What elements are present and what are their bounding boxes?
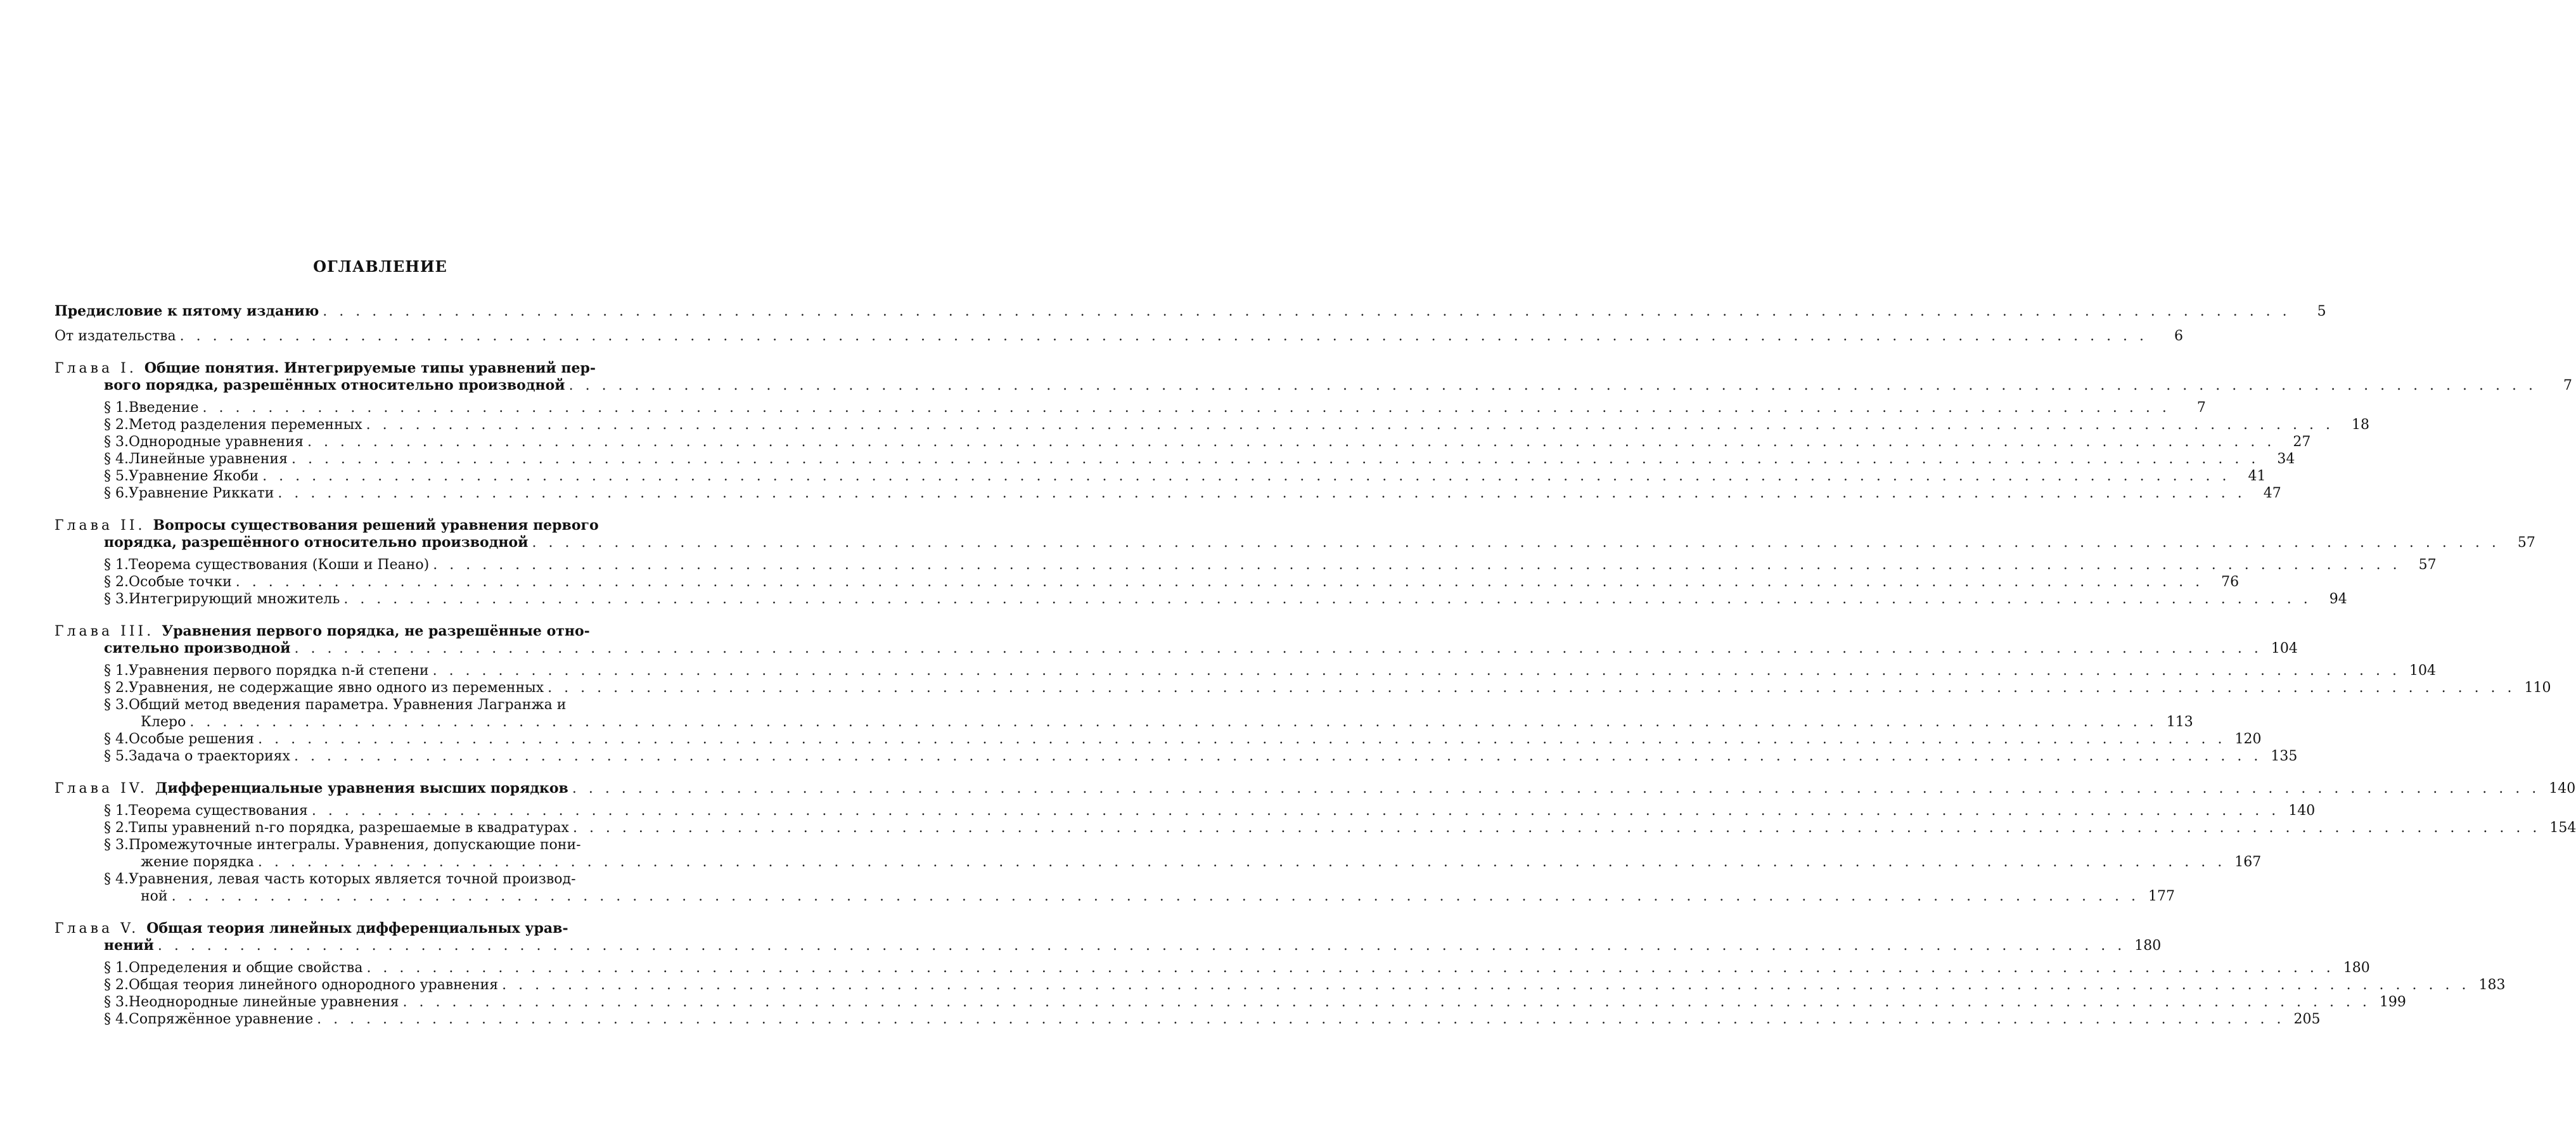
- page-number: 27: [2293, 434, 2311, 450]
- dot-leader: . . . . . . . . . . . . . . . . . . . . . . . . . . . . . . . . . . . . . . . . . . . . . . . . . . . . . . . . . . . . . . . . . . . . . . . . . . . . . . . . . . . . . . . . . . . . . . . . . . . . . . . . . . . . . . . . . . . . . . . .: [293, 748, 2262, 764]
- front-matter-entry: [54, 328, 2184, 345]
- entry-title: Линейные уравнения: [128, 451, 288, 467]
- section-entry: [104, 731, 2262, 748]
- chapter-block: [54, 780, 2576, 905]
- entry-title: Теорема существования: [128, 803, 308, 819]
- dot-leader: . . . . . . . . . . . . . . . . . . . . . . . . . . . . . . . . . . . . . . . . . . . . . . . . . . . . . . . . . . . . . . . . . . . . . . . . . . . . . . . . . . . . . . . . . . . . . . . . . . . . . . . . . . . . . . . . . . . . . . . .: [291, 451, 2260, 467]
- chapter-label: Глава IV.: [54, 781, 155, 797]
- dot-leader: . . . . . . . . . . . . . . . . . . . . . . . . . . . . . . . . . . . . . . . . . . . . . . . . . . . . . . . . . . . . . . . . . . . . . . . . . . . . . . . . . . . . . . . . . . . . . . . . . . . . . . . . . . . . . . . . . . . . . . . .: [502, 977, 2470, 993]
- dot-leader: . . . . . . . . . . . . . . . . . . . . . . . . . . . . . . . . . . . . . . . . . . . . . . . . . . . . . . . . . . . . . . . . . . . . . . . . . . . . . . . . . . . . . . . . . . . . . . . . . . . . . . . . . . . . . . . . . . . . . . . .: [572, 781, 2541, 797]
- entry-title: сительно производной: [104, 640, 291, 656]
- section-number: § 1.: [104, 803, 129, 819]
- page-number: 7: [2196, 400, 2206, 416]
- entry-title: Особые точки: [128, 574, 232, 590]
- page-number: 104: [2271, 641, 2298, 656]
- page-number: 7: [2563, 378, 2572, 394]
- dot-leader: . . . . . . . . . . . . . . . . . . . . . . . . . . . . . . . . . . . . . . . . . . . . . . . . . . . . . . . . . . . . . . . . . . . . . . . . . . . . . . . . . . . . . . . . . . . . . . . . . . . . . . . . . . . . . . . . . . . . . . . .: [366, 417, 2334, 433]
- chapter-block: [54, 517, 2535, 608]
- dot-leader: . . . . . . . . . . . . . . . . . . . . . . . . . . . . . . . . . . . . . . . . . . . . . . . . . . . . . . . . . . . . . . . . . . . . . . . . . . . . . . . . . . . . . . . . . . . . . . . . . . . . . . . . . . . . . . . . . . . . . . . .: [257, 854, 2226, 870]
- dot-leader: . . . . . . . . . . . . . . . . . . . . . . . . . . . . . . . . . . . . . . . . . . . . . . . . . . . . . . . . . . . . . . . . . . . . . . . . . . . . . . . . . . . . . . . . . . . . . . . . . . . . . . . . . . . . . . . . . . . . . . . .: [432, 663, 2400, 679]
- section-entry: [104, 959, 2370, 977]
- page-number: 167: [2234, 854, 2262, 870]
- section-number: § 2.: [104, 820, 129, 836]
- page-number: 57: [2517, 535, 2535, 551]
- section-title-part: Промежуточные интегралы. Уравнения, допускающие пони-: [128, 837, 581, 853]
- section-title-part: Общий метод введения параметра. Уравнения Лагранжа и: [128, 697, 567, 713]
- dot-leader: . . . . . . . . . . . . . . . . . . . . . . . . . . . . . . . . . . . . . . . . . . . . . . . . . . . . . . . . . . . . . . . . . . . . . . . . . . . . . . . . . . . . . . . . . . . . . . . . . . . . . . . . . . . . . . . . . . . . . . . .: [235, 574, 2204, 590]
- section-number: § 1.: [104, 960, 129, 976]
- entry-title: нений: [104, 937, 154, 954]
- dot-leader: . . . . . . . . . . . . . . . . . . . . . . . . . . . . . . . . . . . . . . . . . . . . . . . . . . . . . . . . . . . . . . . . . . . . . . . . . . . . . . . . . . . . . . . . . . . . . . . . . . . . . . . . . . . . . . . . . . . . . . . .: [258, 731, 2226, 747]
- dot-leader: . . . . . . . . . . . . . . . . . . . . . . . . . . . . . . . . . . . . . . . . . . . . . . . . . . . . . . . . . . . . . . . . . . . . . . . . . . . . . . . . . . . . . . . . . . . . . . . . . . . . . . . . . . . . . . . . . . . . . . . .: [262, 468, 2231, 484]
- chapter-title-entry: [54, 534, 2535, 551]
- entry-title: вого порядка, разрешённых относительно производной: [104, 377, 565, 394]
- section-number: § 5.: [104, 468, 129, 484]
- entry-title: Сопряжённое уравнение: [128, 1011, 314, 1027]
- dot-leader: . . . . . . . . . . . . . . . . . . . . . . . . . . . . . . . . . . . . . . . . . . . . . . . . . . . . . . . . . . . . . . . . . . . . . . . . . . . . . . . . . . . . . . . . . . . . . . . . . . . . . . . . . . . . . . . . . . . . . . . .: [323, 304, 2291, 319]
- section-entry: [104, 573, 2240, 591]
- page-number: 41: [2248, 468, 2266, 484]
- page-number: 110: [2524, 680, 2551, 696]
- chapter-heading-line: [54, 360, 701, 377]
- entry-title: Задача о траекториях: [128, 748, 290, 764]
- entry-title: Интегрирующий множитель: [128, 591, 340, 607]
- entry-title: Однородные уравнения: [128, 434, 304, 450]
- page-number: 140: [2288, 803, 2316, 819]
- section-number: § 6.: [104, 485, 129, 501]
- entry-title: порядка, разрешённого относительно производной: [104, 534, 529, 551]
- section-entry: [104, 416, 2369, 433]
- section-entry: [104, 451, 2295, 468]
- page-number: 183: [2478, 977, 2506, 993]
- page-number: 5: [2317, 304, 2326, 319]
- page-number: 18: [2351, 417, 2369, 433]
- entry-title: Введение: [128, 400, 199, 416]
- page-number: 113: [2166, 714, 2193, 730]
- entry-title: Уравнения первого порядка n-й степени: [128, 663, 429, 679]
- section-heading-line: [104, 836, 701, 854]
- entry-title: Уравнение Риккати: [128, 485, 274, 501]
- section-number: § 4.: [104, 451, 129, 467]
- page-title: ОГЛАВЛЕНИЕ: [313, 257, 447, 276]
- page-number: 205: [2293, 1011, 2321, 1027]
- section-list: [54, 959, 2506, 1028]
- section-number: § 1.: [104, 400, 129, 416]
- page-number: 180: [2134, 938, 2162, 954]
- section-number: § 3.: [104, 994, 129, 1010]
- section-entry: [104, 468, 2266, 485]
- dot-leader: . . . . . . . . . . . . . . . . . . . . . . . . . . . . . . . . . . . . . . . . . . . . . . . . . . . . . . . . . . . . . . . . . . . . . . . . . . . . . . . . . . . . . . . . . . . . . . . . . . . . . . . . . . . . . . . . . . . . . . . .: [171, 888, 2139, 904]
- entry-title: Типы уравнений n-го порядка, разрешаемые в квадратурах: [128, 820, 569, 836]
- section-number: § 5.: [104, 748, 129, 764]
- section-heading-line: [104, 871, 701, 888]
- section-title-part: Уравнения, левая часть которых является точной производ-: [128, 871, 576, 887]
- chapter-title-part: Вопросы существования решений уравнения первого: [153, 517, 599, 534]
- page-number: 94: [2329, 591, 2347, 607]
- chapter-title-part: Уравнения первого порядка, не разрешённые отно-: [162, 623, 590, 639]
- dot-leader: . . . . . . . . . . . . . . . . . . . . . . . . . . . . . . . . . . . . . . . . . . . . . . . . . . . . . . . . . . . . . . . . . . . . . . . . . . . . . . . . . . . . . . . . . . . . . . . . . . . . . . . . . . . . . . . . . . . . . . . .: [366, 960, 2335, 976]
- dot-leader: . . . . . . . . . . . . . . . . . . . . . . . . . . . . . . . . . . . . . . . . . . . . . . . . . . . . . . . . . . . . . . . . . . . . . . . . . . . . . . . . . . . . . . . . . . . . . . . . . . . . . . . . . . . . . . . . . . . . . . . .: [568, 378, 2537, 394]
- entry-title: Теорема существования (Коши и Пеано): [128, 557, 430, 573]
- chapter-heading-line: [54, 517, 701, 534]
- section-number: § 3.: [104, 591, 129, 607]
- section-entry: [104, 994, 2406, 1011]
- chapter-block: [54, 623, 2551, 765]
- section-heading-line: [104, 696, 701, 714]
- chapter-heading-line: [54, 920, 701, 937]
- dot-leader: . . . . . . . . . . . . . . . . . . . . . . . . . . . . . . . . . . . . . . . . . . . . . . . . . . . . . . . . . . . . . . . . . . . . . . . . . . . . . . . . . . . . . . . . . . . . . . . . . . . . . . . . . . . . . . . . . . . . . . . .: [343, 591, 2312, 607]
- entry-title: Метод разделения переменных: [128, 417, 362, 433]
- dot-leader: . . . . . . . . . . . . . . . . . . . . . . . . . . . . . . . . . . . . . . . . . . . . . . . . . . . . . . . . . . . . . . . . . . . . . . . . . . . . . . . . . . . . . . . . . . . . . . . . . . . . . . . . . . . . . . . . . . . . . . . .: [532, 535, 2500, 551]
- page-number: 104: [2409, 663, 2436, 679]
- chapter-title-entry: [54, 640, 2298, 657]
- dot-leader: . . . . . . . . . . . . . . . . . . . . . . . . . . . . . . . . . . . . . . . . . . . . . . . . . . . . . . . . . . . . . . . . . . . . . . . . . . . . . . . . . . . . . . . . . . . . . . . . . . . . . . . . . . . . . . . . . . . . . . . .: [202, 400, 2170, 416]
- page-number: 154: [2549, 820, 2576, 836]
- entry-title: Неоднородные линейные уравнения: [128, 994, 399, 1010]
- entry-title: Уравнение Якоби: [128, 468, 259, 484]
- dot-leader: . . . . . . . . . . . . . . . . . . . . . . . . . . . . . . . . . . . . . . . . . . . . . . . . . . . . . . . . . . . . . . . . . . . . . . . . . . . . . . . . . . . . . . . . . . . . . . . . . . . . . . . . . . . . . . . . . . . . . . . .: [317, 1011, 2285, 1027]
- page-number: 180: [2343, 960, 2370, 976]
- section-number: § 3.: [104, 434, 129, 450]
- chapter-title-entry: [54, 937, 2162, 954]
- chapter-label: Глава II.: [54, 518, 153, 534]
- section-entry: [104, 399, 2206, 416]
- chapter-title-part: Общая теория линейных дифференциальных урав-: [146, 920, 568, 937]
- entry-title: Особые решения: [128, 731, 255, 747]
- section-number: § 3.: [104, 837, 129, 853]
- page-number: 6: [2174, 328, 2184, 344]
- section-entry: [104, 591, 2347, 608]
- entry-title: Дифференциальные уравнения высших порядков: [155, 780, 568, 797]
- section-number: § 1.: [104, 557, 129, 573]
- chapter-label: Глава V.: [54, 921, 147, 937]
- section-entry: [104, 714, 2193, 731]
- page-number: 57: [2418, 557, 2437, 573]
- section-number: § 2.: [104, 574, 129, 590]
- dot-leader: . . . . . . . . . . . . . . . . . . . . . . . . . . . . . . . . . . . . . . . . . . . . . . . . . . . . . . . . . . . . . . . . . . . . . . . . . . . . . . . . . . . . . . . . . . . . . . . . . . . . . . . . . . . . . . . . . . . . . . . .: [572, 820, 2541, 836]
- chapter-label: Глава III.: [54, 624, 162, 639]
- entry-title: Клеро: [141, 714, 186, 730]
- section-list: [54, 662, 2551, 765]
- chapter-title-part: Общие понятия. Интегрируемые типы уравнений пер-: [144, 360, 596, 376]
- section-entry: [104, 556, 2437, 573]
- entry-title: ной: [141, 888, 168, 904]
- dot-leader: . . . . . . . . . . . . . . . . . . . . . . . . . . . . . . . . . . . . . . . . . . . . . . . . . . . . . . . . . . . . . . . . . . . . . . . . . . . . . . . . . . . . . . . . . . . . . . . . . . . . . . . . . . . . . . . . . . . . . . . .: [294, 641, 2262, 656]
- entry-title: жение порядка: [141, 854, 254, 870]
- section-number: § 2.: [104, 680, 129, 696]
- entry-title: Определения и общие свойства: [128, 960, 363, 976]
- section-entry: [104, 433, 2311, 451]
- entry-title: Предисловие к пятому изданию: [54, 303, 319, 319]
- page-number: 76: [2221, 574, 2240, 590]
- section-entry: [104, 748, 2298, 765]
- entry-title: Уравнения, не содержащие явно одного из переменных: [128, 680, 544, 696]
- dot-leader: . . . . . . . . . . . . . . . . . . . . . . . . . . . . . . . . . . . . . . . . . . . . . . . . . . . . . . . . . . . . . . . . . . . . . . . . . . . . . . . . . . . . . . . . . . . . . . . . . . . . . . . . . . . . . . . . . . . . . . . .: [278, 485, 2246, 501]
- dot-leader: . . . . . . . . . . . . . . . . . . . . . . . . . . . . . . . . . . . . . . . . . . . . . . . . . . . . . . . . . . . . . . . . . . . . . . . . . . . . . . . . . . . . . . . . . . . . . . . . . . . . . . . . . . . . . . . . . . . . . . . .: [433, 557, 2401, 573]
- section-list: [54, 802, 2576, 905]
- page-number: 120: [2234, 731, 2262, 747]
- chapter-heading-line: [54, 623, 701, 640]
- section-entry: [104, 802, 2316, 819]
- section-entry: [104, 819, 2576, 836]
- chapter-block: [54, 360, 2572, 502]
- front-matter-entry: [54, 303, 2326, 320]
- dot-leader: . . . . . . . . . . . . . . . . . . . . . . . . . . . . . . . . . . . . . . . . . . . . . . . . . . . . . . . . . . . . . . . . . . . . . . . . . . . . . . . . . . . . . . . . . . . . . . . . . . . . . . . . . . . . . . . . . . . . . . . .: [189, 714, 2158, 730]
- page-number: 140: [2549, 781, 2576, 797]
- section-number: § 4.: [104, 871, 129, 887]
- dot-leader: . . . . . . . . . . . . . . . . . . . . . . . . . . . . . . . . . . . . . . . . . . . . . . . . . . . . . . . . . . . . . . . . . . . . . . . . . . . . . . . . . . . . . . . . . . . . . . . . . . . . . . . . . . . . . . . . . . . . . . . .: [311, 803, 2280, 819]
- section-entry: [104, 888, 2175, 905]
- table-of-contents: [54, 303, 2576, 1028]
- dot-leader: . . . . . . . . . . . . . . . . . . . . . . . . . . . . . . . . . . . . . . . . . . . . . . . . . . . . . . . . . . . . . . . . . . . . . . . . . . . . . . . . . . . . . . . . . . . . . . . . . . . . . . . . . . . . . . . . . . . . . . . .: [179, 328, 2148, 344]
- section-entry: [104, 485, 2281, 502]
- chapter-title-entry: [54, 377, 2572, 394]
- entry-title: От издательства: [54, 328, 176, 344]
- dot-leader: . . . . . . . . . . . . . . . . . . . . . . . . . . . . . . . . . . . . . . . . . . . . . . . . . . . . . . . . . . . . . . . . . . . . . . . . . . . . . . . . . . . . . . . . . . . . . . . . . . . . . . . . . . . . . . . . . . . . . . . .: [157, 938, 2126, 954]
- section-entry: [104, 977, 2506, 994]
- page-number: 177: [2148, 888, 2175, 904]
- section-list: [54, 556, 2437, 608]
- section-number: § 4.: [104, 731, 129, 747]
- section-entry: [104, 662, 2436, 679]
- page-number: 199: [2379, 994, 2406, 1010]
- section-entry: [104, 1011, 2321, 1028]
- section-number: § 2.: [104, 417, 129, 433]
- section-entry: [104, 679, 2551, 696]
- section-number: § 3.: [104, 697, 129, 713]
- dot-leader: . . . . . . . . . . . . . . . . . . . . . . . . . . . . . . . . . . . . . . . . . . . . . . . . . . . . . . . . . . . . . . . . . . . . . . . . . . . . . . . . . . . . . . . . . . . . . . . . . . . . . . . . . . . . . . . . . . . . . . . .: [402, 994, 2371, 1010]
- page-number: 47: [2263, 485, 2281, 501]
- section-number: § 4.: [104, 1011, 129, 1027]
- page-number: 135: [2271, 748, 2298, 764]
- section-number: § 1.: [104, 663, 129, 679]
- chapter-block: [54, 920, 2506, 1028]
- section-list: [54, 399, 2369, 502]
- section-entry: [104, 854, 2262, 871]
- section-number: § 2.: [104, 977, 129, 993]
- chapter-label: Глава I.: [54, 361, 144, 376]
- entry-title: Общая теория линейного однородного уравнения: [128, 977, 499, 993]
- dot-leader: . . . . . . . . . . . . . . . . . . . . . . . . . . . . . . . . . . . . . . . . . . . . . . . . . . . . . . . . . . . . . . . . . . . . . . . . . . . . . . . . . . . . . . . . . . . . . . . . . . . . . . . . . . . . . . . . . . . . . . . .: [548, 680, 2516, 696]
- chapter-title-entry: [54, 780, 2576, 797]
- dot-leader: . . . . . . . . . . . . . . . . . . . . . . . . . . . . . . . . . . . . . . . . . . . . . . . . . . . . . . . . . . . . . . . . . . . . . . . . . . . . . . . . . . . . . . . . . . . . . . . . . . . . . . . . . . . . . . . . . . . . . . . .: [307, 434, 2276, 450]
- page-number: 34: [2277, 451, 2295, 467]
